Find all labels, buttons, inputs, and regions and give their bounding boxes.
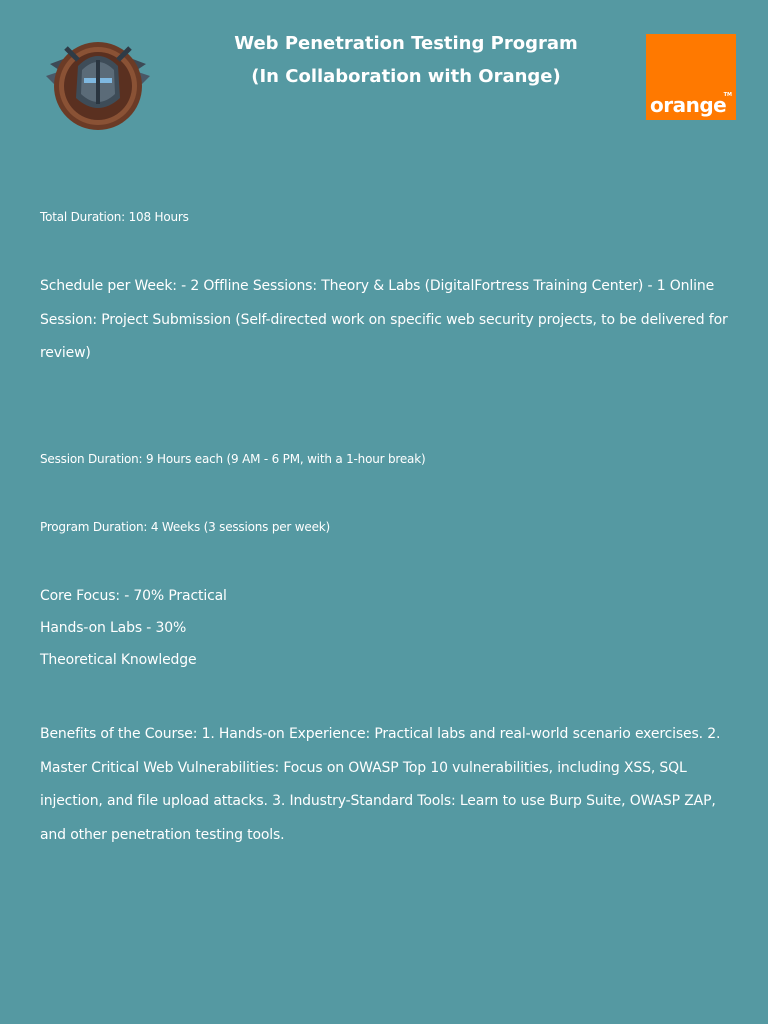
orange-logo-word: orange <box>650 93 727 117</box>
title-line-1: Web Penetration Testing Program <box>234 33 578 54</box>
session-duration: Session Duration: 9 Hours each (9 AM - 6 PM, with a 1-hour break) <box>40 452 426 466</box>
total-duration: Total Duration: 108 Hours <box>40 210 189 224</box>
orange-logo <box>646 34 736 120</box>
title-line-2: (In Collaboration with Orange) <box>251 66 561 87</box>
core-focus-line: Core Focus: - 70% Practical <box>40 588 227 604</box>
trademark-mark: TM <box>723 92 732 98</box>
knight-helmet-icon <box>44 36 152 132</box>
course-benefits: Benefits of the Course: 1. Hands-on Experience: Practical labs and real-world scenario exercises. 2. Master Critical Web Vulnerabilities: Focus on OWASP Top 10 vulnerabilities, including XSS, SQL injection, and file upload attacks. 3. Industry-Standard Tools: Learn to use Burp Suite, OWASP ZAP, and other penetration testing tools. <box>40 726 721 843</box>
page-title <box>150 27 662 93</box>
core-focus-line: Theoretical Knowledge <box>40 652 197 668</box>
knight-emblem-logo <box>44 36 152 132</box>
core-focus-line: Hands-on Labs - 30% <box>40 620 187 636</box>
program-duration: Program Duration: 4 Weeks (3 sessions per week) <box>40 520 330 534</box>
schedule-per-week: Schedule per Week: - 2 Offline Sessions: Theory & Labs (DigitalFortress Training Center) - 1 Online Session: Project Submission (Self-directed work on specific web security projects, to be delivered for review) <box>40 278 728 361</box>
core-focus <box>40 580 740 676</box>
